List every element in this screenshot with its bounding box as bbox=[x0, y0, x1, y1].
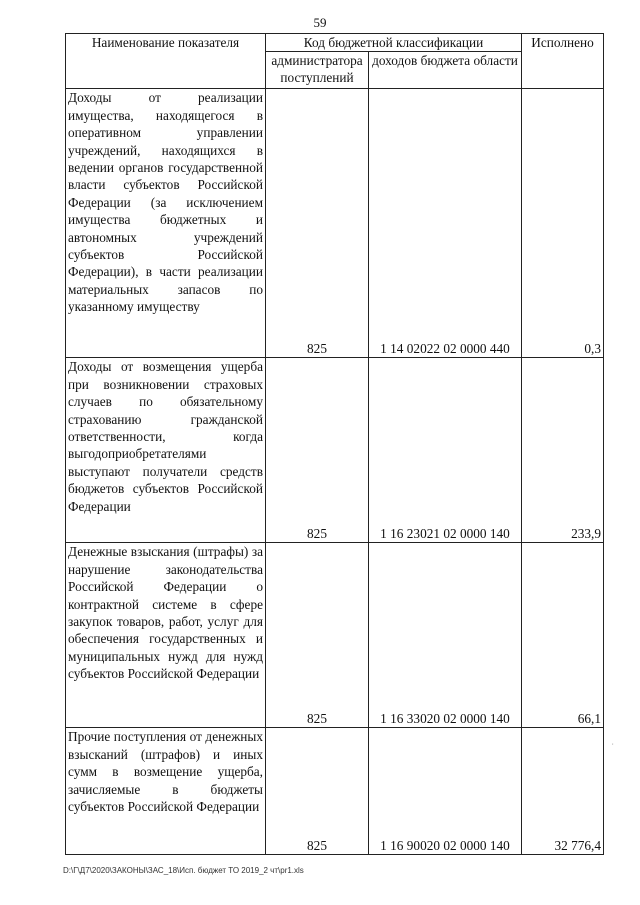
row-indicator-name: Доходы от реализации имущества, находящегося в оперативном управлении учреждений, находящихся в ведении органов государственной власти субъектов Российской Федерации (за исключением имущества бюджетных и автономных учреждений субъектов Российской Федерации), в части реализации материальных запасов по указанному имуществу bbox=[66, 89, 266, 358]
row-revenue-code: 1 16 23021 02 0000 140 bbox=[369, 358, 522, 543]
row-administrator-code: 825 bbox=[266, 358, 369, 543]
scan-speck: ˙ bbox=[611, 742, 614, 751]
table-row bbox=[66, 358, 604, 543]
row-indicator-name: Прочие поступления от денежных взысканий (штрафов) и иных сумм в возмещение ущерба, зачисляемые в бюджеты субъектов Российской Федерации bbox=[66, 728, 266, 855]
row-revenue-code: 1 16 90020 02 0000 140 bbox=[369, 728, 522, 855]
row-executed-amount: 233,9 bbox=[522, 358, 604, 543]
row-revenue-code: 1 14 02022 02 0000 440 bbox=[369, 89, 522, 358]
table-row bbox=[66, 728, 604, 855]
budget-execution-table bbox=[65, 33, 604, 855]
header-budget-classification-code: Код бюджетной классификации bbox=[266, 34, 522, 52]
table-row bbox=[66, 89, 604, 358]
row-executed-amount: 66,1 bbox=[522, 543, 604, 728]
header-executed: Исполнено bbox=[522, 34, 604, 89]
row-revenue-code: 1 16 33020 02 0000 140 bbox=[369, 543, 522, 728]
header-budget-revenue-code: доходов бюджета области bbox=[369, 52, 522, 89]
header-indicator-name: Наименование показателя bbox=[66, 34, 266, 89]
row-indicator-name: Доходы от возмещения ущерба при возникновении страховых случаев по обязательному страхованию гражданской ответственности, когда выгодоприобретателями выступают получатели средств бюджетов субъектов Российской Федерации bbox=[66, 358, 266, 543]
file-path-footer: D:\Г\Д7\2020\ЗАКОНЫ\ЗАС_18\Исп. бюджет ТО 2019_2 чт\pr1.xls bbox=[63, 866, 304, 875]
header-administrator: администратора поступлений bbox=[266, 52, 369, 89]
row-administrator-code: 825 bbox=[266, 89, 369, 358]
row-administrator-code: 825 bbox=[266, 728, 369, 855]
row-administrator-code: 825 bbox=[266, 543, 369, 728]
row-executed-amount: 0,3 bbox=[522, 89, 604, 358]
row-indicator-name: Денежные взыскания (штрафы) за нарушение законодательства Российской Федерации о контрактной системе в сфере закупок товаров, работ, услуг для обеспечения государственных и муниципальных нужд для нужд субъектов Российской Федерации bbox=[66, 543, 266, 728]
table-row bbox=[66, 543, 604, 728]
page-number: 59 bbox=[313, 15, 327, 30]
row-executed-amount: 32 776,4 bbox=[522, 728, 604, 855]
